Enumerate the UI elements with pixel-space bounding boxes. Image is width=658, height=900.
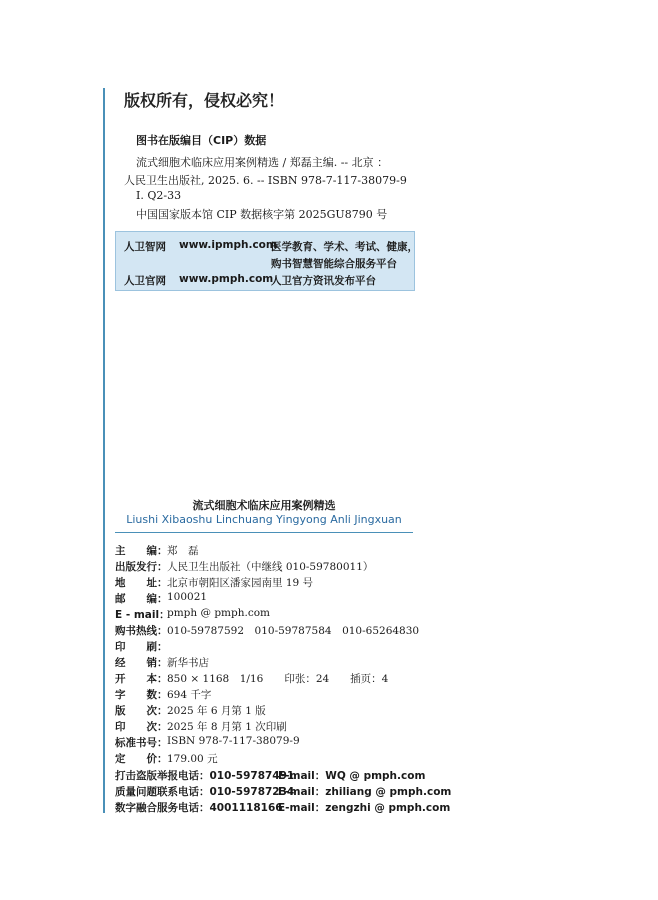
- info-label: 经 销：: [115, 657, 168, 669]
- platform-name-1: 人卫智网: [124, 241, 166, 253]
- info-label: 邮 编：: [115, 593, 168, 605]
- book-title-cn: 流式细胞术临床应用案例精选: [192, 499, 336, 512]
- contact-line-2: [115, 784, 452, 799]
- platform-info-box: [115, 231, 418, 291]
- cip-line-4: 中国国家版本馆 CIP 数据核字第 2025GU8790 号: [136, 208, 388, 221]
- cip-line-2: 人民卫生出版社, 2025. 6. -- ISBN 978-7-117-38079-9: [124, 174, 407, 187]
- info-label: 版 次：: [115, 705, 168, 717]
- info-value: 新华书店: [167, 657, 209, 669]
- info-value: pmph @ pmph.com: [167, 607, 270, 619]
- info-value: 北京市朝阳区潘家园南里 19 号: [167, 577, 314, 589]
- contact-line-3: [115, 800, 451, 815]
- contact-email-1[interactable]: E-mail：WQ @ pmph.com: [278, 770, 426, 782]
- info-label: 出版发行：: [115, 561, 168, 573]
- cip-line-1: 流式细胞术临床应用案例精选 / 郑磊主编. -- 北京 ：: [136, 156, 389, 169]
- contact-phone-2: 质量问题联系电话：010-59787234: [115, 786, 295, 798]
- info-label: 主 编：: [115, 545, 168, 557]
- platform-url-2[interactable]: www.pmph.com: [179, 273, 274, 285]
- contact-phone-1: 打击盗版举报电话：010-59787491: [115, 770, 295, 782]
- contact-line-1: [115, 768, 426, 783]
- contact-email-3[interactable]: E-mail：zengzhi @ pmph.com: [278, 802, 451, 814]
- info-value: ISBN 978-7-117-38079-9: [167, 735, 300, 747]
- info-value: 2025 年 8 月第 1 次印刷: [167, 721, 287, 733]
- info-label: 地 址：: [115, 577, 168, 589]
- info-label: 印 刷：: [115, 641, 168, 653]
- info-label: 购书热线：: [115, 625, 168, 637]
- copyright-notice: 版权所有，侵权必究！: [124, 91, 285, 110]
- info-value: 2025 年 6 月第 1 版: [167, 705, 266, 717]
- info-label: 定 价：: [115, 753, 168, 765]
- info-label: 字 数：: [115, 689, 168, 701]
- title-separator: [115, 532, 413, 533]
- book-title-pinyin: Liushi Xibaoshu Linchuang Yingyong Anli Jingxuan: [126, 513, 402, 526]
- platform-desc-1b: 购书智慧智能综合服务平台: [271, 258, 397, 270]
- platform-name-2: 人卫官网: [124, 275, 166, 287]
- platform-url-1[interactable]: www.ipmph.com: [179, 239, 277, 251]
- left-margin-rule: [103, 88, 105, 813]
- info-value: 人民卫生出版社（中继线 010-59780011）: [167, 561, 374, 573]
- info-label: 开 本：: [115, 673, 168, 685]
- cip-title: 图书在版编目（CIP）数据: [136, 134, 267, 147]
- info-label: 印 次：: [115, 721, 168, 733]
- platform-desc-1a: 医学教育、学术、考试、健康，: [271, 241, 418, 253]
- contact-phone-3: 数字融合服务电话：4001118166: [115, 802, 283, 814]
- contact-email-2[interactable]: E-mail：zhiliang @ pmph.com: [278, 786, 452, 798]
- info-value: 694 千字: [167, 689, 212, 701]
- cip-line-3: Ⅰ. Q2-33: [136, 189, 182, 202]
- info-label: 标准书号：: [115, 737, 168, 749]
- platform-desc-2: 人卫官方资讯发布平台: [271, 275, 376, 287]
- info-value: 850 × 1168 1/16 印张：24 插页：4: [167, 673, 389, 685]
- info-label: E - mail：: [115, 609, 170, 621]
- info-value: 100021: [167, 591, 208, 603]
- info-value: 010-59787592 010-59787584 010-65264830: [167, 625, 420, 637]
- info-value: 郑 磊: [167, 545, 199, 557]
- info-value: 179.00 元: [167, 753, 218, 765]
